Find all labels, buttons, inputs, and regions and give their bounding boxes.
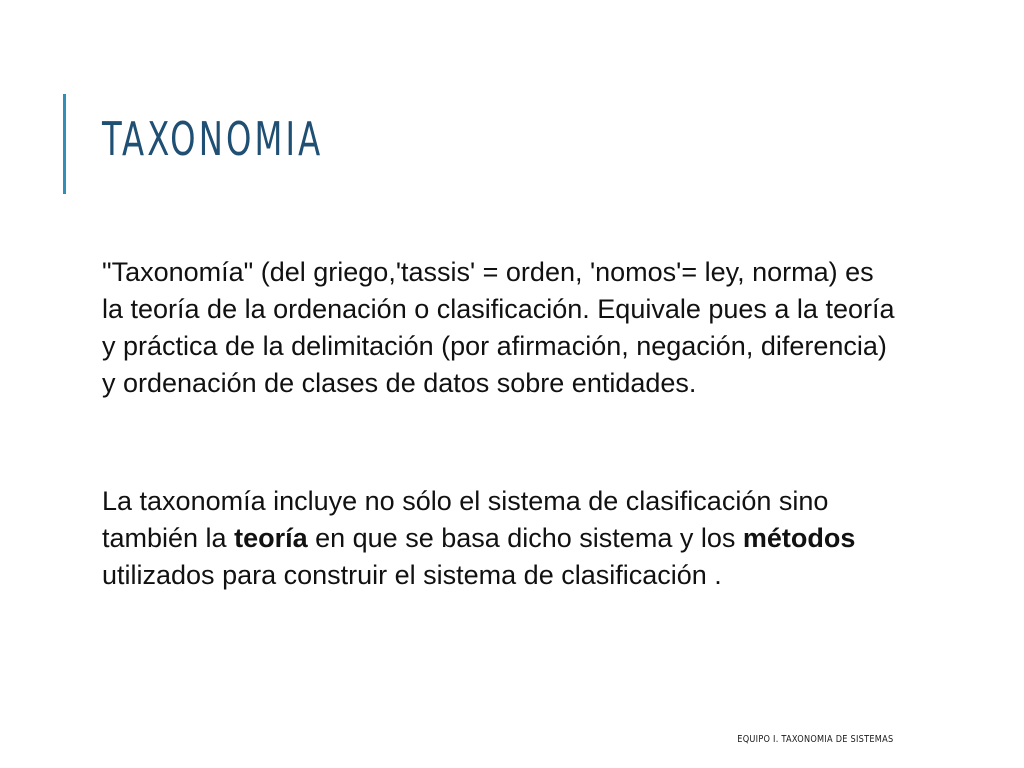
scope-text-3: utilizados para construir el sistema de clasificación . [102,560,722,590]
scope-text-2: en que se basa dicho sistema y los [307,523,743,553]
title-accent-bar [63,94,66,194]
bold-term-teoria: teoría [234,523,308,553]
bold-term-metodos: métodos [742,523,856,553]
scope-text-1: La taxonomía incluye no sólo el sistema de clasificación sino también la [102,486,829,553]
slide-body [102,254,902,594]
definition-paragraph: "Taxonomía" (del griego,'tassis' = orden, 'nomos'= ley, norma) es la teoría de la ordenación o clasificación. Equivale pues a la teoría y práctica de la delimitación (por afirmación, negación, diferencia) y ordenación de clases de datos sobre entidades. [102,257,895,398]
slide-footer: EQUIPO I. TAXONOMIA DE SISTEMAS [736,734,893,745]
slide-title: TAXONOMIA [102,112,324,166]
scope-paragraph [102,483,902,594]
